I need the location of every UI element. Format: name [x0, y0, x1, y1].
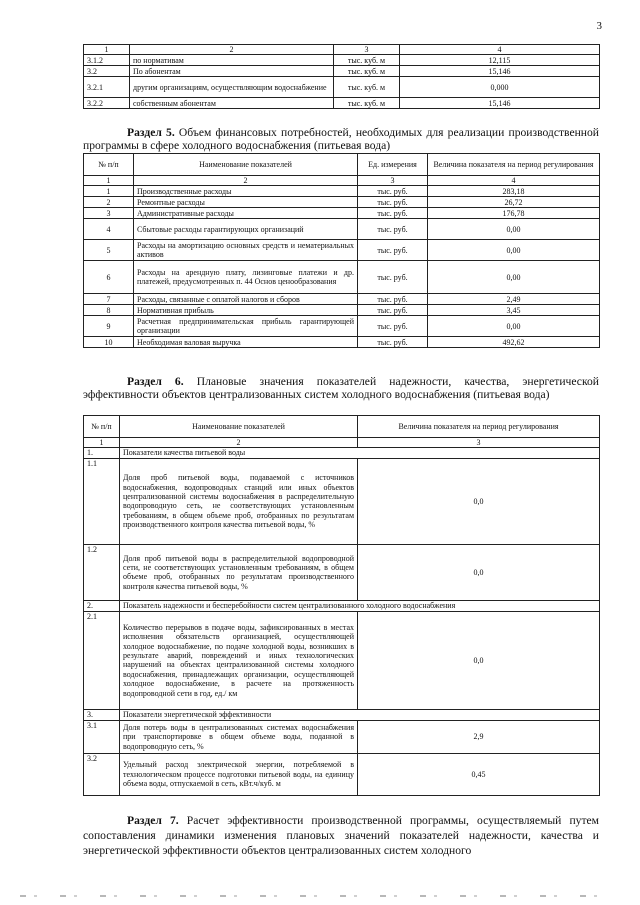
row-name: Расходы на амортизацию основных средств и нематериальных активов [134, 240, 358, 261]
row-unit: тыс. руб. [358, 208, 428, 219]
table-row [84, 197, 600, 208]
row-name: По абонентам [130, 66, 334, 77]
reliability-table [83, 415, 600, 796]
header-cell: 2 [130, 45, 334, 55]
row-value: 26,72 [428, 197, 600, 208]
table-row [84, 186, 600, 197]
row-name: Производственные расходы [134, 186, 358, 197]
row-unit: тыс. руб. [358, 305, 428, 316]
group-number: 1. [84, 448, 120, 458]
header-cell: 1 [84, 45, 130, 55]
row-value: 3,45 [428, 305, 600, 316]
section-7-label: Раздел 7. [127, 814, 179, 827]
row-number: 3 [84, 208, 134, 219]
table-row [84, 261, 600, 294]
group-name: Показатели качества питьевой воды [120, 448, 600, 458]
table-header-numbers [84, 176, 600, 186]
group-number: 2. [84, 600, 120, 611]
section-6-title: Плановые значения показателей надежности, качества, энергетической эффективности объектов централизованных систем холодного водоснабжения (питьевая вода) [83, 375, 599, 401]
row-number: 5 [84, 240, 134, 261]
row-value: 0,45 [358, 753, 600, 795]
row-unit: тыс. руб. [358, 240, 428, 261]
header-name: Наименование показателей [120, 416, 358, 438]
row-number: 4 [84, 219, 134, 240]
row-number: 3.1 [84, 720, 120, 753]
section-7-text: Расчет эффективности производственной программы, осуществляемый путем сопоставления динамики изменения плановых значений показателей надежности, качества и энергетической эффективности объектов централизованных систем холодного [83, 814, 600, 857]
table-header-numbers [84, 438, 600, 448]
row-number: 2.1 [84, 611, 120, 709]
financial-needs-table [83, 153, 600, 348]
row-number: 1.1 [84, 458, 120, 544]
table-row [84, 337, 600, 348]
scan-artifact-line [20, 895, 620, 897]
section-6-label: Раздел 6. [127, 375, 184, 388]
row-number: 3.2.2 [84, 98, 130, 109]
row-name: Ремонтные расходы [134, 197, 358, 208]
row-number: 8 [84, 305, 134, 316]
row-name: Расходы, связанные с оплатой налогов и сборов [134, 294, 358, 305]
row-name: Доля потерь воды в централизованных системах водоснабжения при транспортировке в общем объеме воды, поданной в водопроводную сеть, % [120, 720, 358, 753]
group-name: Показатели энергетической эффективности [120, 709, 600, 720]
row-number: 10 [84, 337, 134, 348]
table-header [84, 416, 600, 438]
section-5-title: Объем финансовых потребностей, необходимых для реализации производственной программы в сфере холодного водоснабжения (питьевая вода) [83, 126, 599, 152]
volume-table [83, 44, 600, 109]
header-cell: 3 [358, 438, 600, 448]
header-cell: 4 [400, 45, 600, 55]
table-group-row [84, 600, 600, 611]
table-row [84, 316, 600, 337]
row-name: по нормативам [130, 55, 334, 66]
row-unit: тыс. руб. [358, 294, 428, 305]
row-unit: тыс. куб. м [334, 66, 400, 77]
header-cell: 3 [334, 45, 400, 55]
row-value: 492,62 [428, 337, 600, 348]
row-unit: тыс. куб. м [334, 77, 400, 98]
row-unit: тыс. руб. [358, 197, 428, 208]
table-row [84, 753, 600, 795]
row-name: Административные расходы [134, 208, 358, 219]
section-6-heading [83, 375, 599, 401]
header-cell: 1 [84, 438, 120, 448]
header-cell: 3 [358, 176, 428, 186]
row-name: Доля проб питьевой воды, подаваемой с источников водоснабжения, водопроводных станций или иных объектов централизованной системы водоснабжения в распределительную водопроводную сеть, не соответствующих установленным требованиям, в общем объеме проб, отобранных по результатам производственного контроля качества питьевой воды, % [120, 458, 358, 544]
section-5-heading [83, 126, 599, 152]
table-row [84, 294, 600, 305]
row-number: 3.1.2 [84, 55, 130, 66]
row-unit: тыс. куб. м [334, 55, 400, 66]
row-number: 3.2 [84, 66, 130, 77]
header-unit: Ед. измерения [358, 154, 428, 176]
header-cell: 4 [428, 176, 600, 186]
row-number: 1.2 [84, 544, 120, 600]
row-unit: тыс. руб. [358, 219, 428, 240]
row-number: 7 [84, 294, 134, 305]
table-header-numbers [84, 45, 600, 55]
header-cell: 1 [84, 176, 134, 186]
row-name: Необходимая валовая выручка [134, 337, 358, 348]
row-value: 0,00 [428, 316, 600, 337]
table-header [84, 154, 600, 176]
row-unit: тыс. руб. [358, 337, 428, 348]
header-cell: 2 [120, 438, 358, 448]
table-row [84, 720, 600, 753]
row-value: 2,9 [358, 720, 600, 753]
header-value: Величина показателя на период регулирования [358, 416, 600, 438]
row-value: 0,0 [358, 611, 600, 709]
header-value: Величина показателя на период регулирования [428, 154, 600, 176]
row-value: 0,00 [428, 240, 600, 261]
row-unit: тыс. руб. [358, 186, 428, 197]
table-row [84, 219, 600, 240]
table-row [84, 77, 600, 98]
row-number: 9 [84, 316, 134, 337]
row-value: 0,00 [428, 261, 600, 294]
row-number: 3.2 [84, 753, 120, 795]
row-value: 0,00 [428, 219, 600, 240]
row-number: 2 [84, 197, 134, 208]
row-value: 2,49 [428, 294, 600, 305]
row-name: другим организациям, осуществляющим водоснабжение [130, 77, 334, 98]
table-group-row [84, 709, 600, 720]
row-number: 3.2.1 [84, 77, 130, 98]
row-name: собственным абонентам [130, 98, 334, 109]
row-unit: тыс. руб. [358, 261, 428, 294]
row-value: 0,0 [358, 458, 600, 544]
group-number: 3. [84, 709, 120, 720]
table-row [84, 55, 600, 66]
row-name: Сбытовые расходы гарантирующих организаций [134, 219, 358, 240]
table-row [84, 458, 600, 544]
row-value: 15,146 [400, 66, 600, 77]
row-unit: тыс. руб. [358, 316, 428, 337]
row-value: 283,18 [428, 186, 600, 197]
row-name: Доля проб питьевой воды в распределительной водопроводной сети, не соответствующих установленным требованиям, в общем объеме проб, отобранных по результатам производственного контроля качества питьевой воды, % [120, 544, 358, 600]
row-number: 1 [84, 186, 134, 197]
page-number: 3 [596, 20, 602, 32]
section-5-label: Раздел 5. [127, 126, 175, 139]
row-value: 0,0 [358, 544, 600, 600]
table-row [84, 544, 600, 600]
row-name: Расходы на арендную плату, лизинговые платежи и др. платежей, предусмотренных п. 44 Основ ценообразования [134, 261, 358, 294]
section-7-heading [83, 813, 599, 858]
row-name: Количество перерывов в подаче воды, зафиксированных в местах исполнения обязательств организацией, осуществляющей холодное водоснабжение, по подаче холодной воды, возникших в результате аварий, повреждений и иных технологических нарушений на объектах централизованной системы холодного водоснабжения, принадлежащих организации, осуществляющей холодное водоснабжение, в расчете на протяженность водопроводной сети в год, ед./ км [120, 611, 358, 709]
row-value: 176,78 [428, 208, 600, 219]
table-row [84, 611, 600, 709]
row-unit: тыс. куб. м [334, 98, 400, 109]
header-num: № п/п [84, 154, 134, 176]
table-row [84, 98, 600, 109]
row-number: 6 [84, 261, 134, 294]
row-name: Удельный расход электрической энергии, потребляемой в технологическом процессе подготовки питьевой воды, на единицу объема воды, отпускаемой в сеть, кВт.ч/куб. м [120, 753, 358, 795]
header-cell: 2 [134, 176, 358, 186]
table-row [84, 66, 600, 77]
table-row [84, 208, 600, 219]
row-value: 12,115 [400, 55, 600, 66]
table-group-row [84, 448, 600, 458]
header-num: № п/п [84, 416, 120, 438]
row-value: 15,146 [400, 98, 600, 109]
row-name: Нормативная прибыль [134, 305, 358, 316]
header-name: Наименование показателей [134, 154, 358, 176]
group-name: Показатель надежности и бесперебойности систем централизованного холодного водоснабжения [120, 600, 600, 611]
row-name: Расчетная предпринимательская прибыль гарантирующей организации [134, 316, 358, 337]
row-value: 0,000 [400, 77, 600, 98]
table-row [84, 240, 600, 261]
table-row [84, 305, 600, 316]
